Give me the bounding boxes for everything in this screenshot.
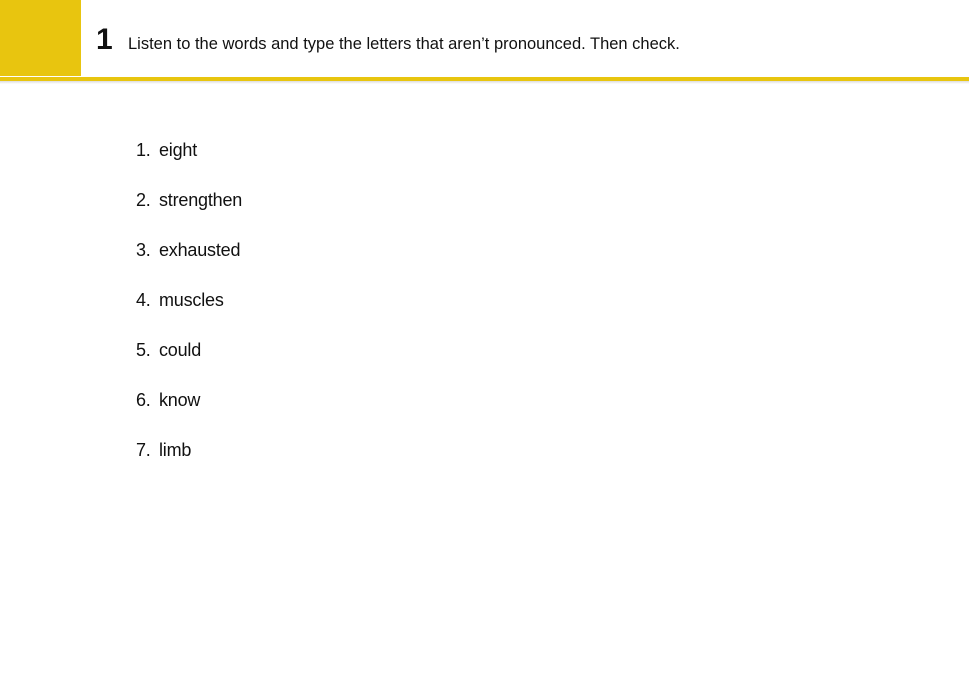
item-number: 4. (136, 290, 151, 310)
exercise-number: 1 (96, 23, 113, 56)
list-item (136, 438, 242, 488)
item-word: limb (159, 440, 192, 460)
list-item (136, 338, 242, 388)
list-item (136, 188, 242, 238)
item-number: 2. (136, 190, 151, 210)
exercise-instruction: Listen to the words and type the letters that aren’t pronounced. Then check. (128, 35, 680, 53)
item-word: muscles (159, 290, 224, 310)
item-word: exhausted (159, 240, 241, 260)
item-number: 1. (136, 140, 151, 160)
word-list (136, 138, 242, 488)
list-item (136, 138, 242, 188)
item-number: 5. (136, 340, 151, 360)
item-number: 7. (136, 440, 151, 460)
header-shadow (0, 81, 969, 84)
list-item (136, 288, 242, 338)
item-number: 3. (136, 240, 151, 260)
item-number: 6. (136, 390, 151, 410)
item-word: eight (159, 140, 198, 160)
item-word: strengthen (159, 190, 243, 210)
list-item (136, 388, 242, 438)
accent-block (0, 0, 81, 76)
list-item (136, 238, 242, 288)
exercise-header (0, 0, 969, 77)
item-word: could (159, 340, 202, 360)
item-word: know (159, 390, 201, 410)
